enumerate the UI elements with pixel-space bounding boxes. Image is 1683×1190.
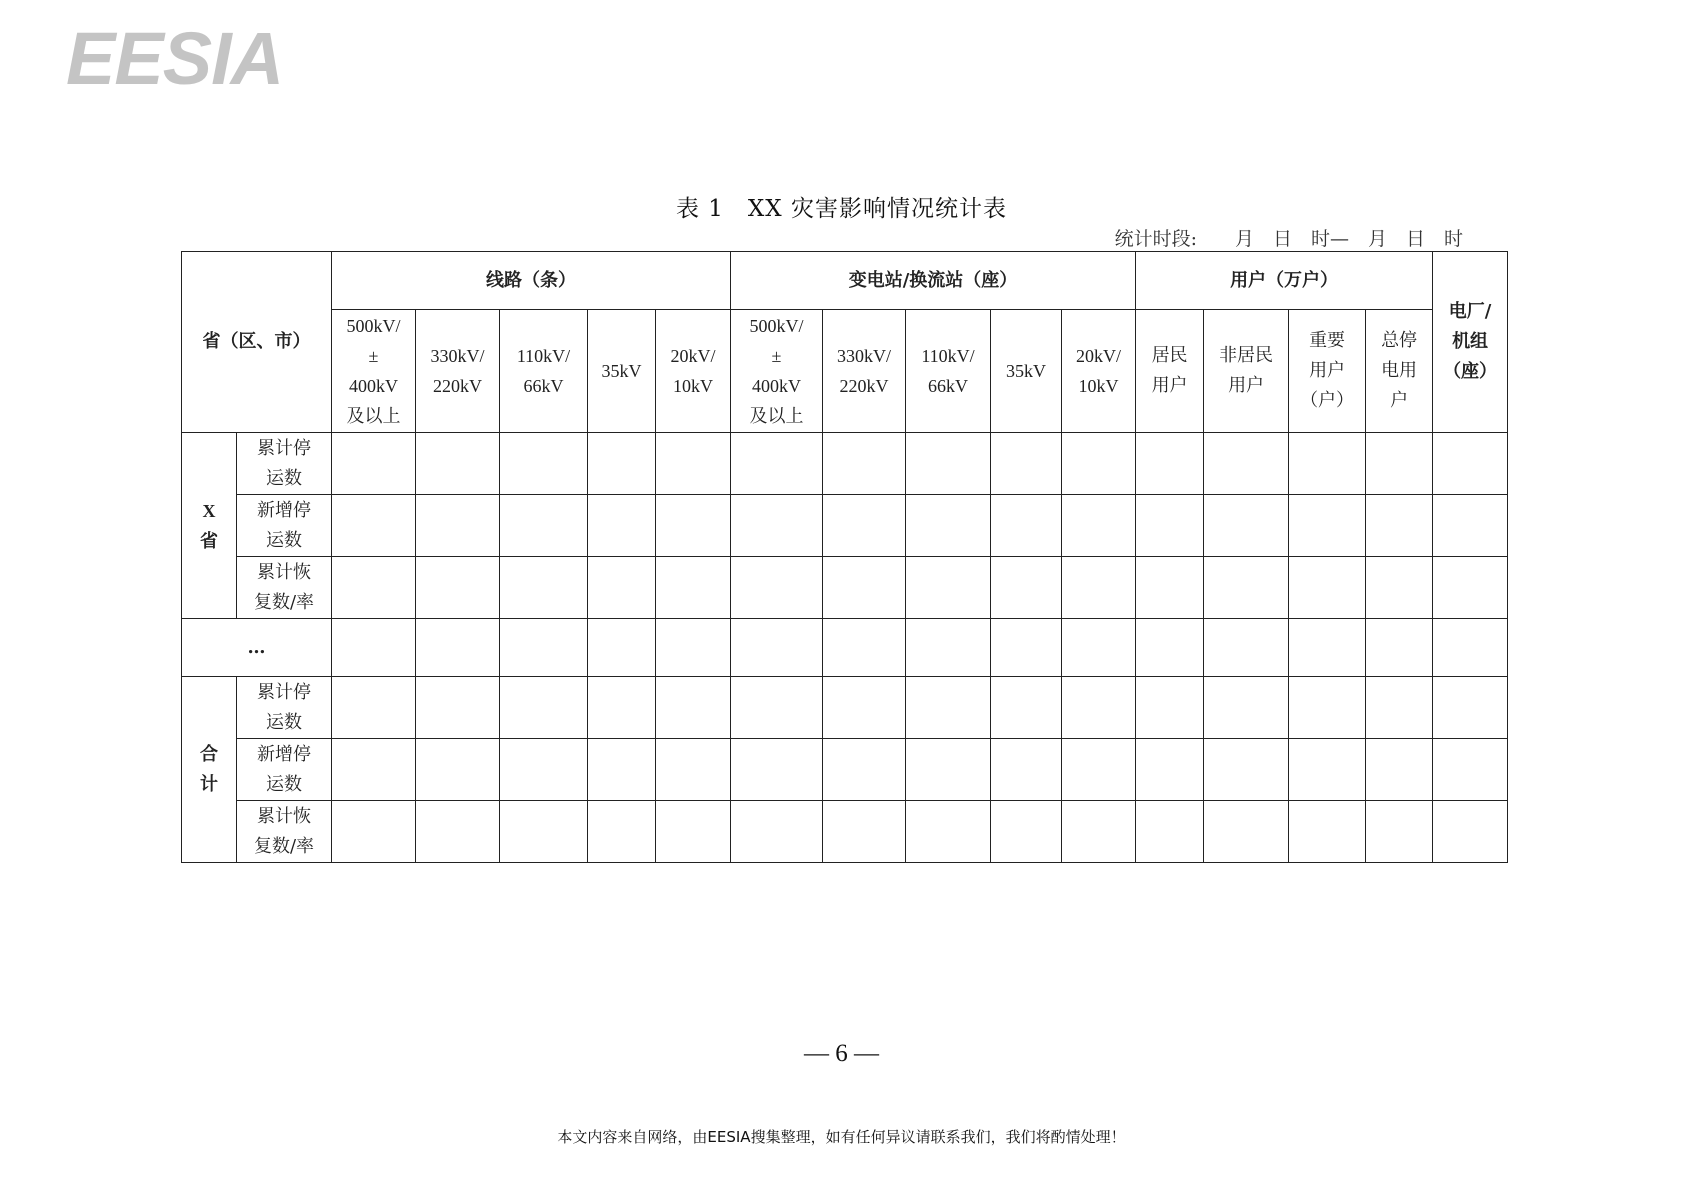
column-header: 35kV [991,310,1062,433]
column-header: 居民 用户 [1136,310,1204,433]
row-label: 累计停 运数 [237,677,332,739]
table-row [182,677,1508,739]
column-header: 35kV [588,310,656,433]
table-row [182,739,1508,801]
column-header: 500kV/ ± 400kV 及以上 [332,310,416,433]
column-header: 非居民 用户 [1204,310,1289,433]
plants-group-header: 电厂/ 机组 （座） [1433,252,1508,433]
ellipsis-row-label: … [182,619,332,677]
region-header: 省（区、市） [182,252,332,433]
table-row [182,557,1508,619]
table-row [182,619,1508,677]
column-header: 总停 电用 户 [1366,310,1433,433]
table-row [182,495,1508,557]
header-row-columns [182,310,1508,433]
page-number: — 6 — [804,1040,879,1067]
eesia-logo: EESIA [66,17,284,100]
column-header: 重要 用户 （户） [1289,310,1366,433]
statistics-period: 统计时段: 月 日 时— 月 日 时 [1114,228,1463,250]
total-label: 合 计 [182,677,237,863]
table-title: 表 1 XX 灾害影响情况统计表 [675,196,1007,222]
column-header: 20kV/ 10kV [656,310,731,433]
disaster-statistics-table [181,251,1508,863]
column-header: 330kV/ 220kV [823,310,906,433]
substations-group-header: 变电站/换流站（座） [731,252,1136,310]
row-label: 累计恢 复数/率 [237,801,332,863]
users-group-header: 用户（万户） [1136,252,1433,310]
column-header: 500kV/ ± 400kV 及以上 [731,310,823,433]
column-header: 330kV/ 220kV [416,310,500,433]
row-label: 新增停 运数 [237,739,332,801]
row-label: 新增停 运数 [237,495,332,557]
province-label: X 省 [182,433,237,619]
column-header: 20kV/ 10kV [1062,310,1136,433]
column-header: 110kV/ 66kV [500,310,588,433]
row-label: 累计恢 复数/率 [237,557,332,619]
table-row [182,801,1508,863]
lines-group-header: 线路（条） [332,252,731,310]
header-row-groups [182,252,1508,310]
row-label: 累计停 运数 [237,433,332,495]
table-row [182,433,1508,495]
footer-disclaimer: 本文内容来自网络，由EESIA搜集整理，如有任何异议请联系我们，我们将酌情处理！ [557,1128,1126,1146]
column-header: 110kV/ 66kV [906,310,991,433]
